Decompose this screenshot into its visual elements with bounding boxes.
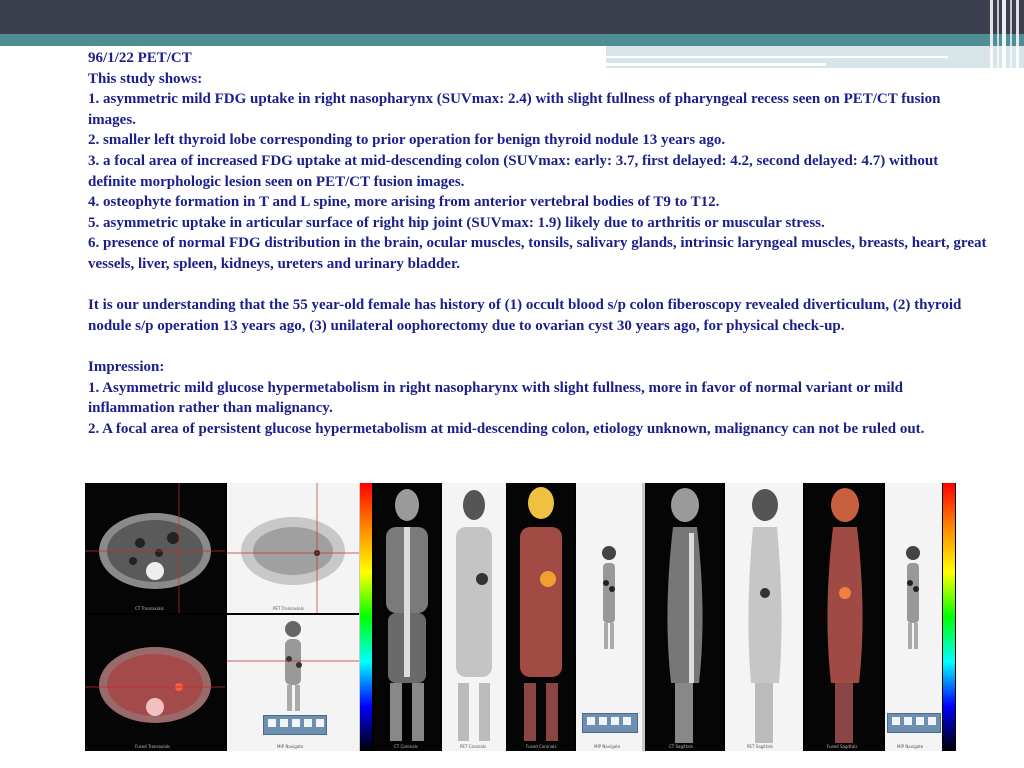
mip-navigate-caption: MIP Navigate	[897, 744, 924, 749]
ct-transaxials-caption: CT Transaxials	[135, 606, 164, 611]
mip-view	[576, 483, 642, 751]
study-date-heading: 96/1/22 PET/CT	[88, 50, 192, 66]
decorative-stripes	[988, 0, 1024, 68]
pet-sagittal-view	[725, 483, 803, 751]
impression-heading: Impression:	[88, 358, 165, 375]
mip-navigate-caption: MIP Navigate	[594, 744, 621, 749]
image-toolbar[interactable]	[263, 715, 327, 735]
mip-view	[227, 615, 360, 751]
ct-coronal-view	[374, 483, 440, 751]
image-toolbar[interactable]	[582, 713, 638, 733]
finding-item: 6. presence of normal FDG distribution in the brain, ocular muscles, tonsils, salivary glands, intrinsic laryngeal muscles, breasts, heart, great vessels, liver, spleen, kidneys, ureters and urinary bladder.	[88, 235, 987, 272]
pet-transaxial-view	[227, 483, 360, 613]
pet-transaxials-caption: PET Transaxials	[273, 606, 304, 611]
finding-item: 4. osteophyte formation in T and L spine, more arising from anterior vertebral bodies of T9 to T12.	[88, 194, 720, 211]
pet-coronals-caption: PET Coronals	[460, 744, 487, 749]
image-toolbar[interactable]	[887, 713, 941, 733]
fused-sagittals-caption: Fused Sagittals	[827, 744, 858, 749]
ct-sagittal-view	[645, 483, 723, 751]
ct-coronals-caption: CT Coronals	[394, 744, 418, 749]
clinical-history: It is our understanding that the 55 year-old female has history of (1) occult blood s/p colon fiberoscopy revealed diverticulum, (2) thyroid nodule s/p operation 13 years ago, (3) unilateral oophorectomy due to ovarian cyst 30 years ago, for physical check-up.	[88, 297, 962, 334]
finding-item: 3. a focal area of increased FDG uptake at mid-descending colon (SUVmax: early: 3.7, first delayed: 4.2, second delayed: 4.7) without definite morphologic lesion seen on PET/CT fusion images.	[88, 152, 939, 190]
report-text	[88, 48, 988, 439]
fused-transaxials-caption: Fused Transaxials	[135, 744, 171, 749]
impression-item: 2. A focal area of persistent glucose hypermetabolism at mid-descending colon, etiology unknown, malignancy can not be ruled out.	[88, 420, 925, 437]
finding-item: 1. asymmetric mild FDG uptake in right nasopharynx (SUVmax: 2.4) with slight fullness of pharyngeal recess seen on PET/CT fusion images.	[88, 91, 941, 128]
color-scale-bar	[360, 483, 372, 751]
mip-navigate-caption: MIP Navigate	[277, 744, 304, 749]
title-bar	[0, 0, 1024, 34]
fused-coronal-view	[508, 483, 574, 751]
color-scale-bar	[943, 483, 955, 751]
ct-transaxial-view	[85, 483, 225, 613]
finding-item: 2. smaller left thyroid lobe corresponding to prior operation for benign thyroid nodule 13 years ago.	[88, 132, 726, 149]
fused-coronals-caption: Fused Coronals	[526, 744, 557, 749]
fused-transaxial-view	[85, 615, 225, 751]
coronal-image-panel	[360, 483, 642, 751]
mip-view	[885, 483, 942, 751]
ct-sagittals-caption: CT Sagittals	[669, 744, 693, 749]
teal-accent-band	[0, 34, 1024, 46]
pet-coronal-view	[442, 483, 506, 751]
study-intro: This study shows:	[88, 70, 203, 87]
pet-sagittals-caption: PET Sagittals	[747, 744, 774, 749]
finding-item: 5. asymmetric uptake in articular surface of right hip joint (SUVmax: 1.9) likely due to arthritis or muscular stress.	[88, 214, 825, 231]
sagittal-image-panel	[645, 483, 956, 751]
impression-item: 1. Asymmetric mild glucose hypermetabolism in right nasopharynx with slight fullness, more in favor of normal variant or mild inflammation rather than malignancy.	[88, 379, 904, 417]
transaxial-image-panel	[85, 483, 360, 751]
fused-sagittal-view	[805, 483, 883, 751]
